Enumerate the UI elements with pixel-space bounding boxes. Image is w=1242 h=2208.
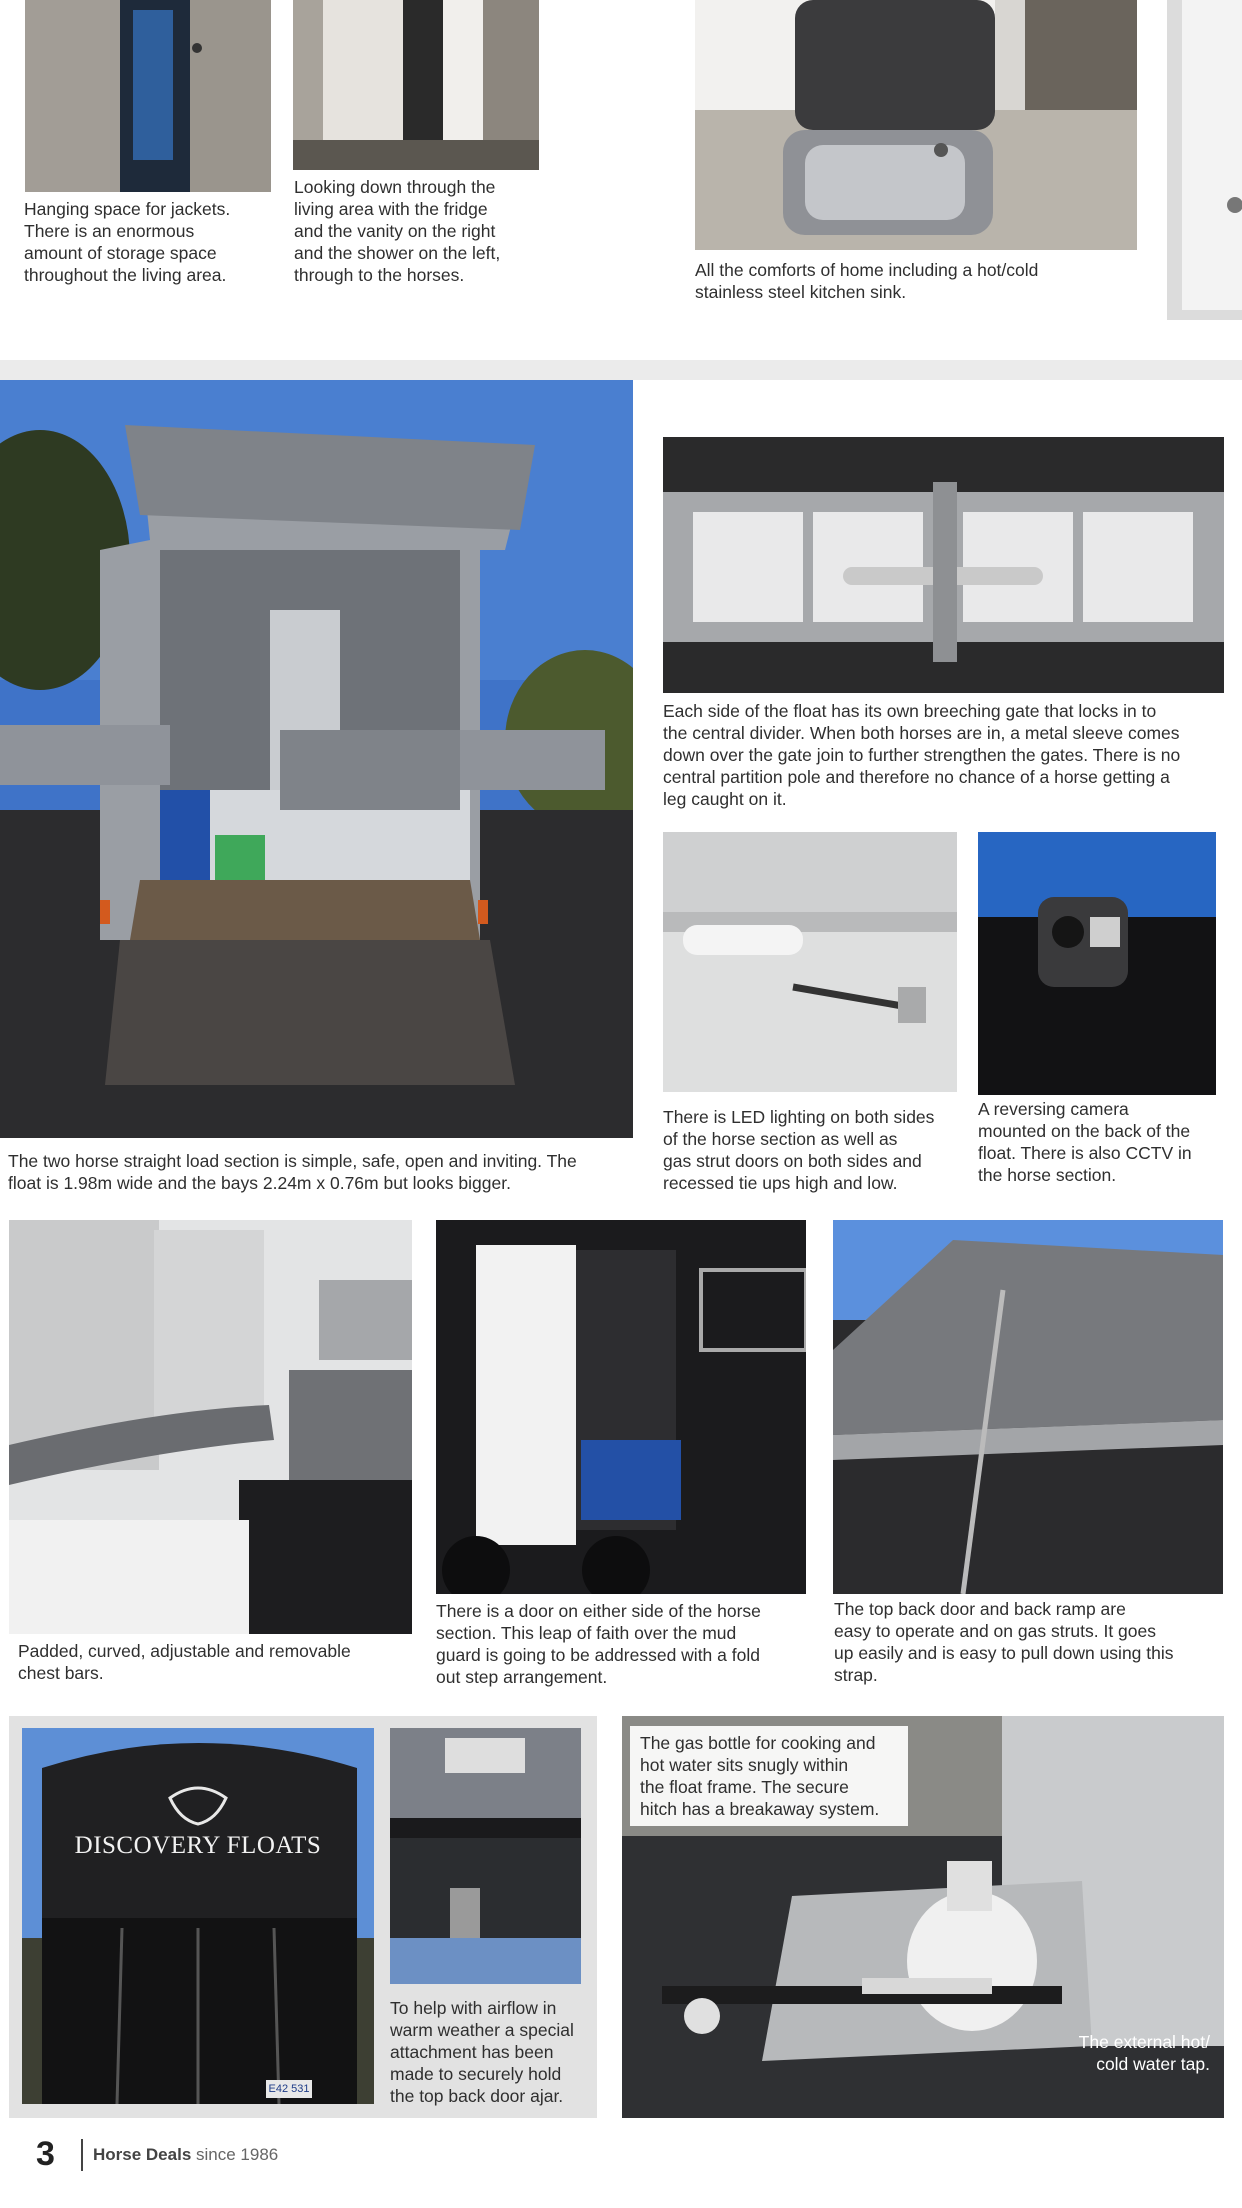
magazine-since: since 1986 [196, 2145, 279, 2164]
footer-magazine [93, 2144, 278, 2166]
photo-led-lighting [663, 832, 957, 1092]
float-brand-text: DISCOVERY FLOATS [74, 1832, 322, 1859]
photo-load-section [0, 380, 633, 1138]
photo-back-door [833, 1220, 1223, 1594]
footer-divider [81, 2139, 83, 2171]
photo-living-area [293, 0, 539, 170]
photo-chest-bars [9, 1220, 412, 1634]
photo-discovery-float [22, 1728, 374, 2104]
page-number: 3 [36, 2135, 55, 2173]
caption-kitchen-sink: All the comforts of home including a hot/cold stainless steel kitchen sink. [695, 260, 1039, 302]
magazine-title: Horse Deals [93, 2145, 192, 2164]
caption-reversing-camera: A reversing camera mounted on the back of the float. There is also CCTV in the horse section. [978, 1099, 1192, 1185]
number-plate: E42 531 [268, 2083, 310, 2095]
photo-kitchen-sink [695, 0, 1137, 250]
caption-side-door: There is a door on either side of the horse section. This leap of faith over the mud guard is going to be addressed with a fold out step arrangement. [436, 1601, 761, 1687]
caption-hanging-space: Hanging space for jackets. There is an enormous amount of storage space throughout the living area. [24, 199, 231, 285]
photo-airflow-attachment [390, 1728, 581, 1984]
caption-breeching-gate: Each side of the float has its own breeching gate that locks in to the central divider. When both horses are in, a metal sleeve comes down over the gate join to further strengthen the gates. There is no central partition pole and therefore no chance of a horse getting a leg caught on it. [663, 701, 1181, 809]
caption-led-lighting: There is LED lighting on both sides of the horse section as well as gas strut doors on both sides and recessed tie ups high and low. [663, 1107, 935, 1193]
photo-hanging-space [25, 0, 271, 192]
caption-airflow: To help with airflow in warm weather a special attachment has been made to securely hold the top back door ajar. [390, 1998, 574, 2106]
middle-section [0, 360, 1242, 380]
photo-breeching-gate [663, 437, 1224, 693]
caption-water-tap: The external hot/ cold water tap. [1078, 2032, 1210, 2074]
caption-gas-bottle: The gas bottle for cooking and hot water sits snugly within the float frame. The secure hitch has a breakaway system. [640, 1733, 880, 1819]
caption-load-section: The two horse straight load section is simple, safe, open and inviting. The float is 1.98m wide and the bays 2.24m x 0.76m but looks bigger. [8, 1151, 577, 1193]
photo-side-door [436, 1220, 806, 1594]
caption-back-door: The top back door and back ramp are easy to operate and on gas struts. It goes up easily and is easy to pull down using this strap. [834, 1599, 1174, 1685]
caption-living-area: Looking down through the living area with the fridge and the vanity on the right and the shower on the left, through to the horses. [294, 177, 501, 285]
caption-chest-bars: Padded, curved, adjustable and removable chest bars. [18, 1641, 351, 1683]
photo-edge-sliver [1167, 0, 1242, 320]
photo-reversing-camera [978, 832, 1216, 1095]
